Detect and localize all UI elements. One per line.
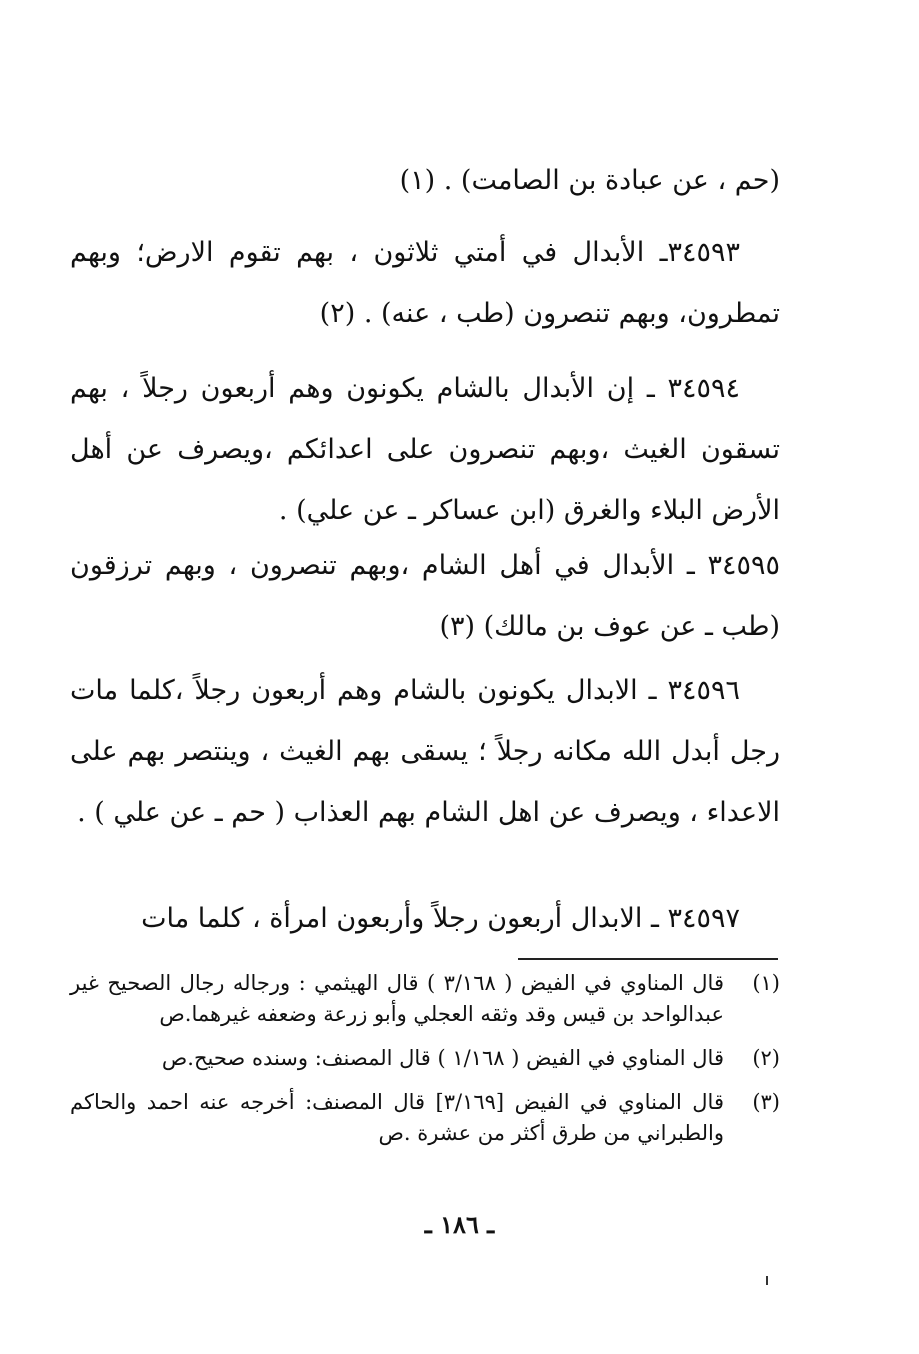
footnote-item [70, 968, 780, 1030]
body-paragraph [70, 222, 780, 344]
footnote-item [70, 1043, 780, 1074]
hadith-34594: ٣٤٥٩٤ ـ إن الأبدال بالشام يكونون وهم أربعون رجلاً ، بهم تسقون الغيث ،وبهم تنصرون على اعدائكم ،ويصرف عن أهل الأرض البلاء والغرق (ابن عساكر ـ عن علي) . [70, 373, 780, 526]
footnote-text: قال المناوي في الفيض [٣/١٦٩] قال المصنف: أخرجه عنه احمد والحاكم والطبراني من طرق أكثر من عشرة .ص [70, 1090, 724, 1145]
hadith-34595: ٣٤٥٩٥ ـ الأبدال في أهل الشام ،وبهم تنصرون ، وبهم ترزقون (طب ـ عن عوف بن مالك) (٣) [70, 550, 780, 642]
footnote-text: قال المناوي في الفيض ( ١/١٦٨ ) قال المصنف: وسنده صحيح.ص [161, 1046, 724, 1070]
citation-line: (حم ، عن عبادة بن الصامت) . (١) [399, 165, 780, 196]
footnote-number: (٣) [752, 1090, 780, 1114]
footnote-item [70, 1087, 780, 1149]
hadith-34597: ٣٤٥٩٧ ـ الابدال أربعون رجلاً وأربعون امرأة ، كلما مات [141, 903, 740, 934]
footnote-number: (١) [752, 971, 780, 995]
page-number: ـ ١٨٦ ـ [424, 1210, 495, 1239]
body-paragraph [70, 535, 780, 657]
hadith-34596: ٣٤٥٩٦ ـ الابدال يكونون بالشام وهم أربعون رجلاً ،كلما مات رجل أبدل الله مكانه رجلاً ؛ يسقى بهم الغيث ، وينتصر بهم على الاعداء ، ويصرف عن اهل الشام بهم العذاب ( حم ـ عن علي ) . [70, 675, 780, 828]
footnote-text: قال المناوي في الفيض ( ٣/١٦٨ ) قال الهيثمي : ورجاله رجال الصحيح غير عبدالواحد بن قيس وقد وثقه العجلي وأبو زرعة وضعفه غيرهما.ص [70, 971, 724, 1026]
scan-speck [766, 1276, 768, 1285]
body-paragraph [70, 888, 780, 949]
body-paragraph [70, 358, 780, 541]
footnotes [70, 968, 780, 1162]
body-paragraph [70, 660, 780, 843]
body-paragraph [70, 150, 780, 211]
footnote-divider [518, 958, 778, 960]
hadith-34593: ٣٤٥٩٣ـ الأبدال في أمتي ثلاثون ، بهم تقوم الارض؛ وبهم تمطرون، وبهم تنصرون (طب ، عنه) . (٢) [70, 237, 780, 329]
footnote-number: (٢) [752, 1046, 780, 1070]
